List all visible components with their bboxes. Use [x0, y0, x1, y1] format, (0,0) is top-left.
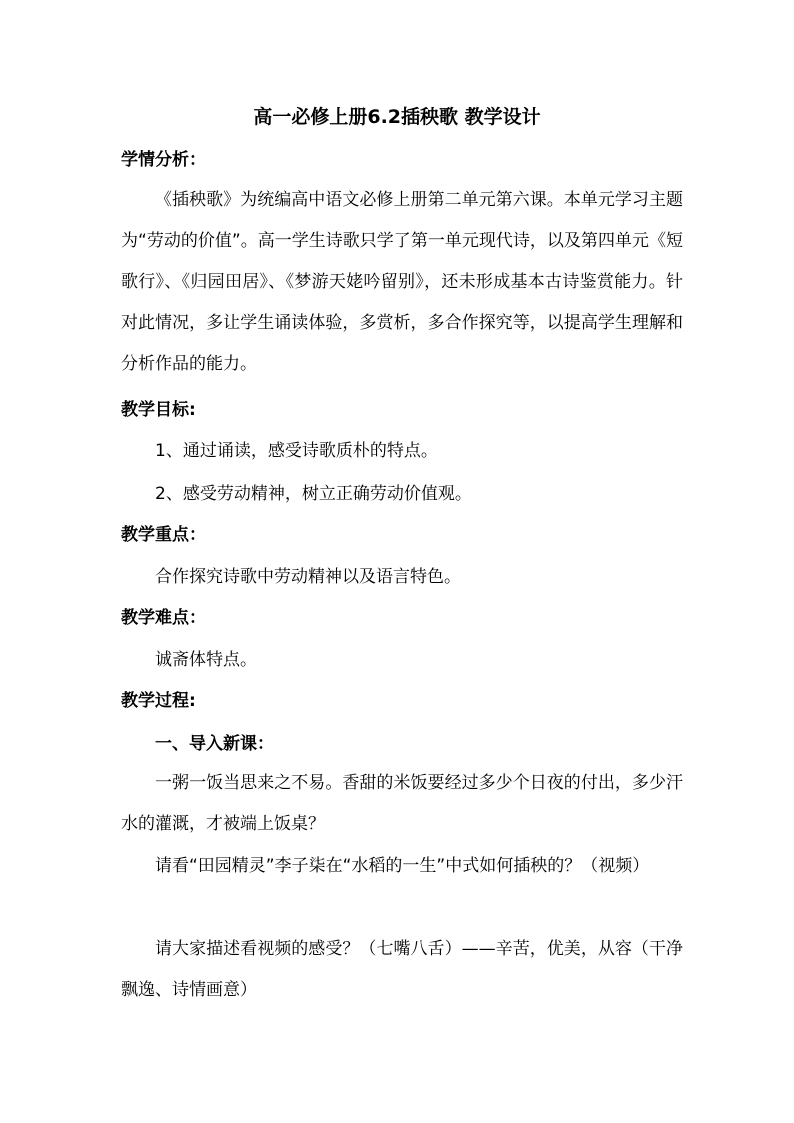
document-title: 高一必修上册6.2插秧歌 教学设计: [253, 106, 541, 128]
process-heading: 教学过程:: [121, 691, 196, 711]
goal-item-1: 1、通过诵读，感受诗歌质朴的特点。: [155, 441, 438, 461]
step-1-heading: 一、导入新课：: [155, 734, 274, 754]
step-1-paragraph-3: 请大家描述看视频的感受？（七嘴八舌）——辛苦，优美，从容（干净飘逸、诗情画意）: [121, 939, 683, 1000]
step-1-paragraph-2: 请看“田园精灵”李子柒在“水稻的一生”中式如何插秧的？（视频）: [155, 856, 650, 876]
step-1-paragraph-1: 一粥一饭当思来之不易。香甜的米饭要经过多少个日夜的付出，多少汗水的灌溉，才被端上饭桌？: [121, 773, 683, 834]
goals-heading: 教学目标:: [121, 400, 196, 420]
analysis-heading: 学情分析：: [121, 150, 206, 170]
goal-item-2: 2、感受劳动精神，树立正确劳动价值观。: [155, 484, 472, 504]
focus-text: 合作探究诗歌中劳动精神以及语言特色。: [155, 567, 461, 587]
focus-heading: 教学重点：: [121, 525, 206, 545]
difficulty-heading: 教学难点：: [121, 608, 206, 628]
analysis-paragraph: 《插秧歌》为统编高中语文必修上册第二单元第六课。本单元学习主题为“劳动的价值”。高一学生诗歌只学了第一单元现代诗，以及第四单元《短歌行》、《归园田居》、《梦游天姥吟留别》，还未形成基本古诗鉴赏能力。针对此情况，多让学生诵读体验，多赏析，多合作探究等，以提高学生理解和分析作品的能力。: [121, 190, 683, 374]
difficulty-text: 诚斋体特点。: [155, 650, 257, 670]
